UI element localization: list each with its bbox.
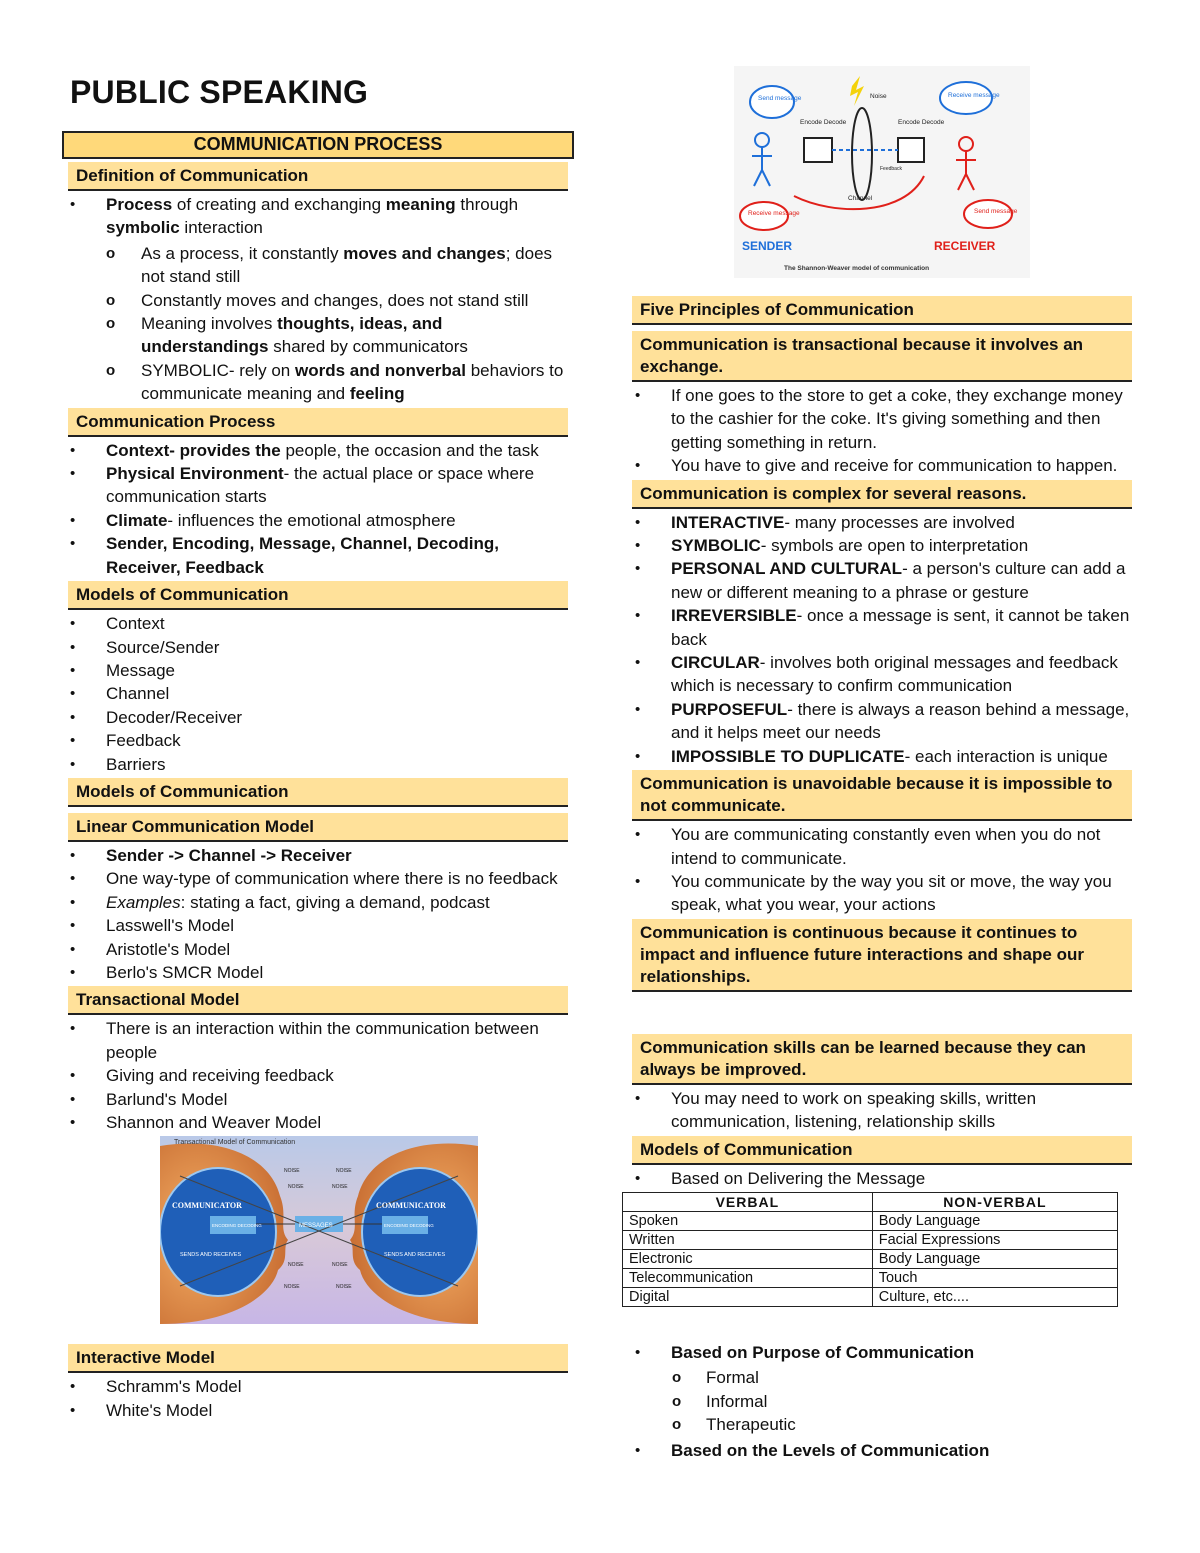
list-item: • Context- provides the people, the occasion and the task — [62, 439, 574, 462]
left-column — [62, 70, 574, 1424]
table-cell: Facial Expressions — [872, 1230, 1117, 1249]
list-item: • One way-type of communication where there is no feedback — [62, 867, 574, 890]
noise-label: NOISE — [284, 1168, 300, 1175]
list-item: • Berlo's SMCR Model — [62, 961, 574, 984]
list-item: • Barlund's Model — [62, 1088, 574, 1111]
list-item: • SYMBOLIC- symbols are open to interpretation — [622, 534, 1132, 557]
list-item: • Lasswell's Model — [62, 914, 574, 937]
list-item: • Shannon and Weaver Model — [62, 1111, 574, 1134]
table-cell: Electronic — [623, 1249, 873, 1268]
models-list — [62, 612, 574, 776]
list-item: • Context — [62, 612, 574, 635]
list-item: • Message — [62, 659, 574, 682]
table-cell: Written — [623, 1230, 873, 1249]
list-item: • You are communicating constantly even when you do not intend to communicate. — [622, 823, 1132, 870]
table-cell: Touch — [872, 1268, 1117, 1287]
list-item: • You may need to work on speaking skills, written communication, listening, relationship skills — [622, 1087, 1132, 1134]
list-item: • Source/Sender — [62, 636, 574, 659]
list-item: • CIRCULAR- involves both original messages and feedback which is necessary to confirm communication — [622, 651, 1132, 698]
transactional-model-illustration — [160, 1136, 478, 1324]
list-item: • Physical Environment- the actual place or space where communication starts — [62, 462, 574, 509]
list-item: • Based on Delivering the Message — [622, 1167, 1132, 1190]
receive-message-bottom-label: Receive message — [748, 210, 800, 217]
principle-heading-transactional: Communication is transactional because it involves an exchange. — [632, 331, 1132, 382]
interactive-list — [62, 1375, 574, 1422]
receiver-label: RECEIVER — [934, 239, 996, 253]
list-item: • Channel — [62, 682, 574, 705]
section-heading-models-3: Models of Communication — [632, 1136, 1132, 1165]
list-item: • Aristotle's Model — [62, 938, 574, 961]
encoding-left-label: ENCODING DECODING — [212, 1223, 262, 1229]
section-heading-definition: Definition of Communication — [68, 162, 568, 191]
list-item: • Decoder/Receiver — [62, 706, 574, 729]
models-3-purpose-list — [622, 1341, 1132, 1364]
list-item: o Informal — [622, 1390, 1132, 1413]
list-item: o Constantly moves and changes, does not stand still — [62, 289, 574, 312]
right-column — [622, 66, 1132, 1464]
encoding-right-label: ENCODING DECODING — [384, 1223, 434, 1229]
principle-5-list — [622, 1087, 1132, 1134]
page-title: PUBLIC SPEAKING — [70, 74, 369, 110]
messages-label: MESSAGES — [299, 1223, 333, 1230]
list-item: • Based on the Levels of Communication — [622, 1439, 1132, 1462]
list-item: o Formal — [622, 1366, 1132, 1389]
table-header: NON-VERBAL — [872, 1192, 1117, 1211]
sends-receives-right-label: SENDS AND RECEIVES — [384, 1252, 446, 1259]
models-3-levels-list — [622, 1439, 1132, 1462]
section-heading-interactive: Interactive Model — [68, 1344, 568, 1373]
list-item: o Therapeutic — [622, 1413, 1132, 1436]
list-item: • If one goes to the store to get a coke, they exchange money to the cashier for the coke. It's giving something and then getting something in return. — [622, 384, 1132, 454]
communicator-left-label: COMMUNICATOR — [172, 1201, 242, 1211]
list-item: • Sender -> Channel -> Receiver — [62, 844, 574, 867]
purpose-sublist — [622, 1366, 1132, 1436]
section-heading-linear: Linear Communication Model — [68, 813, 568, 842]
list-item: o SYMBOLIC- rely on words and nonverbal behaviors to communicate meaning and feeling — [62, 359, 574, 406]
transactional-model-image — [160, 1136, 478, 1324]
sends-receives-left-label: SENDS AND RECEIVES — [180, 1252, 242, 1259]
section-heading-models: Models of Communication — [68, 581, 568, 610]
noise-label: NOISE — [336, 1168, 352, 1175]
list-item: • Examples: stating a fact, giving a demand, podcast — [62, 891, 574, 914]
table-cell: Spoken — [623, 1211, 873, 1230]
table-row — [623, 1230, 1118, 1249]
list-item: • Giving and receiving feedback — [62, 1064, 574, 1087]
principle-3-list — [622, 823, 1132, 917]
feedback-label: Feedback — [880, 166, 902, 172]
table-header-row — [623, 1192, 1118, 1211]
noise-label: Noise — [870, 93, 887, 100]
principle-heading-unavoidable: Communication is unavoidable because it is impossible to not communicate. — [632, 770, 1132, 821]
figure-caption: The Shannon-Weaver model of communication — [784, 265, 930, 272]
transactional-list — [62, 1017, 574, 1134]
table-row — [623, 1268, 1118, 1287]
list-item: • There is an interaction within the communication between people — [62, 1017, 574, 1064]
section-heading-transactional: Transactional Model — [68, 986, 568, 1015]
principle-2-list — [622, 511, 1132, 768]
list-item: • Process of creating and exchanging meaning through symbolic interaction — [62, 193, 574, 240]
noise-label: NOISE — [332, 1184, 348, 1191]
list-item: • Schramm's Model — [62, 1375, 574, 1398]
send-message-top-label: Send message — [758, 95, 802, 102]
encode-right-label: Encode Decode — [898, 119, 945, 126]
definition-sublist — [62, 242, 574, 406]
principle-1-list — [622, 384, 1132, 478]
definition-list — [62, 193, 574, 240]
communication-process-box: COMMUNICATION PROCESS — [62, 131, 574, 159]
list-item: • You communicate by the way you sit or move, the way you speak, what you wear, your actions — [622, 870, 1132, 917]
table-header: VERBAL — [623, 1192, 873, 1211]
list-item: • Based on Purpose of Communication — [622, 1341, 1132, 1364]
list-item: • IMPOSSIBLE TO DUPLICATE- each interaction is unique — [622, 745, 1132, 768]
noise-label: NOISE — [288, 1262, 304, 1269]
list-item: • INTERACTIVE- many processes are involved — [622, 511, 1132, 534]
table-cell: Body Language — [872, 1249, 1117, 1268]
send-message-bottom-label: Send message — [974, 208, 1018, 215]
list-item: o As a process, it constantly moves and changes; does not stand still — [62, 242, 574, 289]
list-item: • PURPOSEFUL- there is always a reason behind a message, and it helps meet our needs — [622, 698, 1132, 745]
shannon-weaver-diagram — [734, 66, 1030, 278]
principle-heading-learned: Communication skills can be learned because they can always be improved. — [632, 1034, 1132, 1085]
section-heading-five-principles: Five Principles of Communication — [632, 296, 1132, 325]
principle-heading-complex: Communication is complex for several reasons. — [632, 480, 1132, 509]
channel-label: Channel — [848, 195, 873, 202]
section-heading-process: Communication Process — [68, 408, 568, 437]
table-cell: Telecommunication — [623, 1268, 873, 1287]
noise-label: NOISE — [288, 1184, 304, 1191]
principle-heading-continuous: Communication is continuous because it continues to impact and influence future interactions and shape our relationships. — [632, 919, 1132, 992]
sender-label: SENDER — [742, 239, 793, 253]
table-cell: Body Language — [872, 1211, 1117, 1230]
verbal-nonverbal-table — [622, 1192, 1118, 1307]
table-cell: Culture, etc.... — [872, 1287, 1117, 1306]
models-3-list — [622, 1167, 1132, 1190]
list-item: • Sender, Encoding, Message, Channel, Decoding, Receiver, Feedback — [62, 532, 574, 579]
list-item: • You have to give and receive for communication to happen. — [622, 454, 1132, 477]
table-row — [623, 1287, 1118, 1306]
process-list — [62, 439, 574, 579]
section-heading-models-2: Models of Communication — [68, 778, 568, 807]
noise-label: NOISE — [332, 1262, 348, 1269]
list-item: o Meaning involves thoughts, ideas, and understandings shared by communicators — [62, 312, 574, 359]
noise-label: NOISE — [284, 1284, 300, 1291]
communicator-right-label: COMMUNICATOR — [376, 1201, 446, 1211]
list-item: • IRREVERSIBLE- once a message is sent, it cannot be taken back — [622, 604, 1132, 651]
list-item: • Barriers — [62, 753, 574, 776]
figure-caption: Transactional Model of Communication — [174, 1139, 296, 1147]
receive-message-top-label: Receive message — [948, 92, 1000, 99]
table-cell: Digital — [623, 1287, 873, 1306]
list-item: • PERSONAL AND CULTURAL- a person's culture can add a new or different meaning to a phrase or gesture — [622, 557, 1132, 604]
noise-label: NOISE — [336, 1284, 352, 1291]
list-item: • Climate- influences the emotional atmosphere — [62, 509, 574, 532]
table-row — [623, 1249, 1118, 1268]
encode-left-label: Encode Decode — [800, 119, 847, 126]
linear-list — [62, 844, 574, 984]
shannon-weaver-image — [734, 66, 1030, 278]
list-item: • Feedback — [62, 729, 574, 752]
table-row — [623, 1211, 1118, 1230]
list-item: • White's Model — [62, 1399, 574, 1422]
